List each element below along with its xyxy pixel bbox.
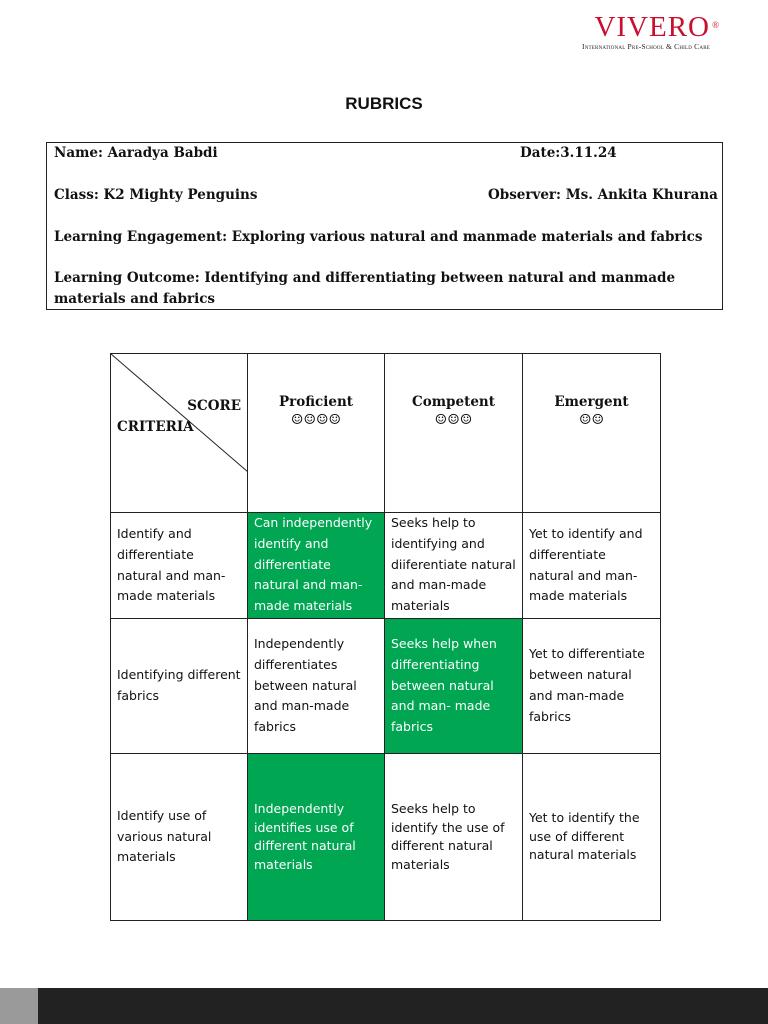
level-name: Proficient — [278, 394, 354, 410]
rubric-cell — [523, 513, 661, 619]
criteria-text: Identifying different fabrics — [117, 667, 241, 703]
logo-tagline: International Pre-School & Child Care — [582, 42, 710, 51]
rubric-row — [111, 619, 661, 754]
smiley-icons: ☺☺☺ — [434, 412, 473, 428]
level-header-emergent — [523, 354, 661, 513]
score-criteria-corner — [111, 354, 248, 513]
level-header-competent — [385, 354, 523, 513]
registered-mark: ® — [712, 20, 720, 30]
rubric-cell — [385, 513, 523, 619]
rubric-header-row — [111, 354, 661, 513]
level-name: Competent — [412, 394, 495, 410]
footer-accent — [0, 988, 38, 1024]
rubric-cell — [248, 619, 385, 754]
level-name: Emergent — [554, 394, 629, 410]
observer-name: Observer: Ms. Ankita Khurana — [488, 187, 718, 203]
criteria-text: Identify and differentiate natural and man-made materials — [117, 525, 226, 604]
criteria-cell — [111, 619, 248, 754]
rubric-row — [111, 754, 661, 921]
cell-text: Yet to differentiate between natural and man-made fabrics — [529, 646, 645, 724]
page-title: RUBRICS — [345, 94, 423, 113]
criteria-label: CRITERIA — [117, 419, 194, 435]
learning-outcome: Learning Outcome: Identifying and differentiating between natural and manmade materials and fabrics — [54, 270, 676, 307]
rubric-cell-selected — [385, 619, 523, 754]
cell-text: Yet to identify and differentiate natural and man-made materials — [529, 525, 643, 604]
cell-text: Seeks help to identifying and diiferentiate natural and man-made materials — [391, 515, 516, 614]
criteria-text: Identify use of various natural materials — [117, 807, 212, 865]
criteria-cell — [111, 513, 248, 619]
logo-wordmark: VIVERO — [594, 11, 710, 43]
observation-date: Date:3.11.24 — [520, 145, 617, 161]
rubric-cell — [523, 619, 661, 754]
smiley-icons: ☺☺☺☺ — [290, 412, 342, 428]
rubric-cell-selected — [248, 513, 385, 619]
cell-text: Can independently identify and differentiate natural and man-made materials — [254, 515, 373, 614]
rubric-cell-selected — [248, 754, 385, 921]
rubric-table — [110, 353, 661, 921]
smiley-icons: ☺☺ — [578, 412, 605, 428]
student-name: Name: Aaradya Babdi — [54, 145, 218, 161]
cell-text: Yet to identify the use of different natural materials — [529, 810, 640, 863]
student-info-box — [46, 142, 723, 310]
cell-text: Independently identifies use of different natural materials — [254, 801, 356, 872]
cell-text: Seeks help to identify the use of different natural materials — [391, 801, 505, 872]
student-class: Class: K2 Mighty Penguins — [54, 187, 258, 203]
rubric-cell — [385, 754, 523, 921]
cell-text: Independently differentiates between natural and man-made fabrics — [254, 636, 357, 735]
criteria-cell — [111, 754, 248, 921]
score-label: SCORE — [187, 398, 241, 414]
cell-text: Seeks help when differentiating between natural and man- made fabrics — [391, 636, 497, 735]
rubric-row — [111, 513, 661, 619]
vivero-logo — [582, 11, 720, 51]
level-header-proficient — [248, 354, 385, 513]
rubric-cell — [523, 754, 661, 921]
learning-engagement: Learning Engagement: Exploring various natural and manmade materials and fabrics — [54, 229, 703, 245]
footer-bar — [38, 988, 768, 1024]
